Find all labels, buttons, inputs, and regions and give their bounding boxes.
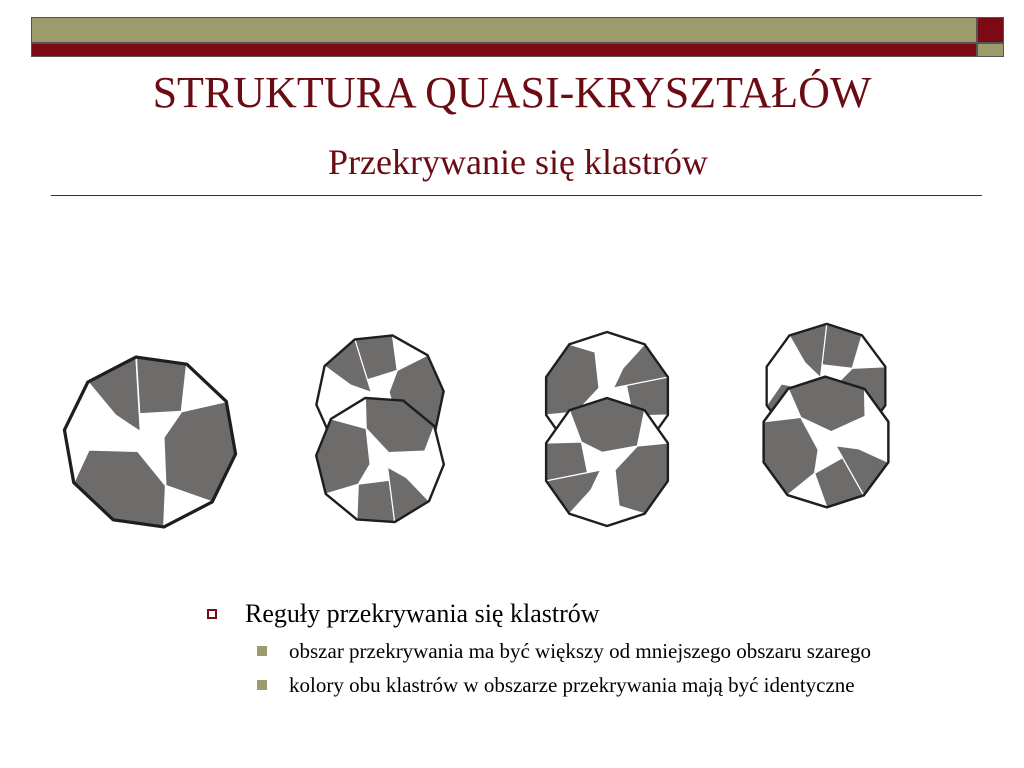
cluster-pair-overlap-c bbox=[744, 320, 907, 522]
slide-title: STRUKTURA QUASI-KRYSZTAŁÓW bbox=[152, 68, 872, 117]
filled-square-bullet-icon bbox=[257, 680, 267, 690]
header-bar-maroon bbox=[31, 43, 977, 57]
cluster-figure bbox=[0, 320, 1024, 550]
title-divider bbox=[51, 195, 982, 196]
filled-square-bullet-icon bbox=[257, 646, 267, 656]
cluster-pair-overlap-a bbox=[310, 331, 450, 525]
bullet-sub-1 bbox=[205, 638, 1005, 664]
bullet-main-text: Reguły przekrywania się klastrów bbox=[245, 599, 600, 628]
decagonal-cluster-overlap-illustration bbox=[0, 320, 1024, 550]
cluster-pair-overlap-b bbox=[546, 332, 668, 526]
bullet-sub-2 bbox=[205, 672, 1005, 698]
header-corner-olive bbox=[977, 43, 1004, 57]
header-bar-olive bbox=[31, 17, 977, 43]
header-corner-maroon bbox=[977, 17, 1004, 43]
bullet-sub-2-text: kolory obu klastrów w obszarze przekrywania mają być identyczne bbox=[289, 673, 855, 697]
slide-subtitle: Przekrywanie się klastrów bbox=[328, 142, 708, 182]
cluster-single bbox=[53, 349, 247, 536]
bullet-main bbox=[205, 598, 1005, 630]
bullet-sub-1-text: obszar przekrywania ma być większy od mniejszego obszaru szarego bbox=[289, 639, 871, 663]
bullet-list bbox=[205, 598, 1005, 698]
hollow-square-bullet-icon bbox=[207, 609, 217, 619]
